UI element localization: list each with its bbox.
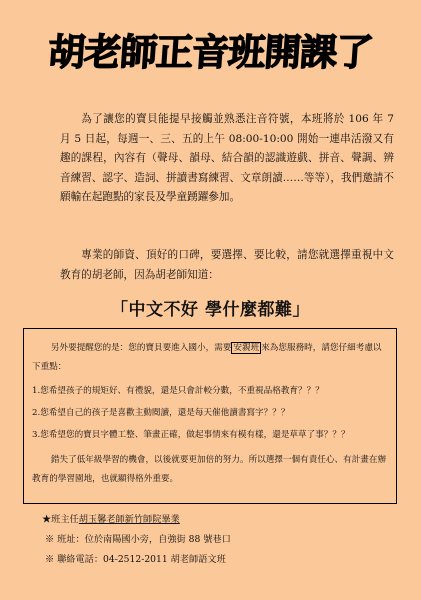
reminder-intro	[32, 339, 388, 377]
phone-label: ※ 聯絡電話	[45, 554, 94, 565]
teacher-prefix: ★班主任	[42, 514, 79, 525]
question-3: 3.您希望您的寶貝字體工整、筆畫正確，做起事情來有模有樣，還是草草了事？？？	[32, 430, 350, 440]
question-2: 2.您希望自己的孩子是喜歡主動閱讀，還是每天催他讀書寫字？？？	[32, 408, 290, 418]
address-line: ※ 班址：位於南陽國小旁，自強街 88 號巷口	[45, 534, 231, 545]
page-title: 胡老師正音班開課了	[46, 31, 374, 74]
footer	[42, 510, 231, 570]
phone-number: ：04-2512-2011 胡老師語文班	[93, 554, 226, 565]
phone-line	[42, 550, 231, 570]
teacher-paragraph: 專業的師資、頂好的口碑，要選擇、要比較，請您就選擇重視中文教育的胡老師，因為胡老師知道：	[60, 249, 394, 281]
reminder-box	[23, 328, 397, 504]
reminder-text-post: 來為您服務時，請您仔細考慮以下重點：	[32, 343, 382, 372]
reminder-text-pre: 另外要提醒您的是：您的寶貝要進入國小，需要	[50, 343, 232, 353]
teacher-name: 胡玉馨老師新竹師院畢業	[78, 514, 180, 525]
teacher-line	[42, 510, 231, 530]
closing-paragraph: 錯失了低年級學習的機會，以後就要更加倍的努力。所以選擇一個有責任心、有計畫在辦教育的學習園地，也就顯得格外重要。	[32, 455, 387, 484]
slogan: 「中文不好 學什麼都難」	[111, 300, 310, 320]
intro-paragraph: 為了讓您的寶貝能提早接觸並熟悉注音符號，本班將於 106 年 7 月 5 日起，每週一、三、五的上午 08:00-10:00 開始一連串活潑又有趣的課程，內容有（聲母、韻母、結合韻的認識遊戲、拼音、聲調、辨音練習、認字、造詞、拼讀書寫練習、文章朗讀……等等），我們邀請不願輸在起跑點的家長及學童踴躍參加。	[60, 113, 394, 203]
after-school-label: 安親班	[233, 343, 260, 353]
question-1: 1.您希望孩子的規矩好、有禮貌，還是只會計較分數，不重視品格教育？？？	[32, 386, 324, 396]
